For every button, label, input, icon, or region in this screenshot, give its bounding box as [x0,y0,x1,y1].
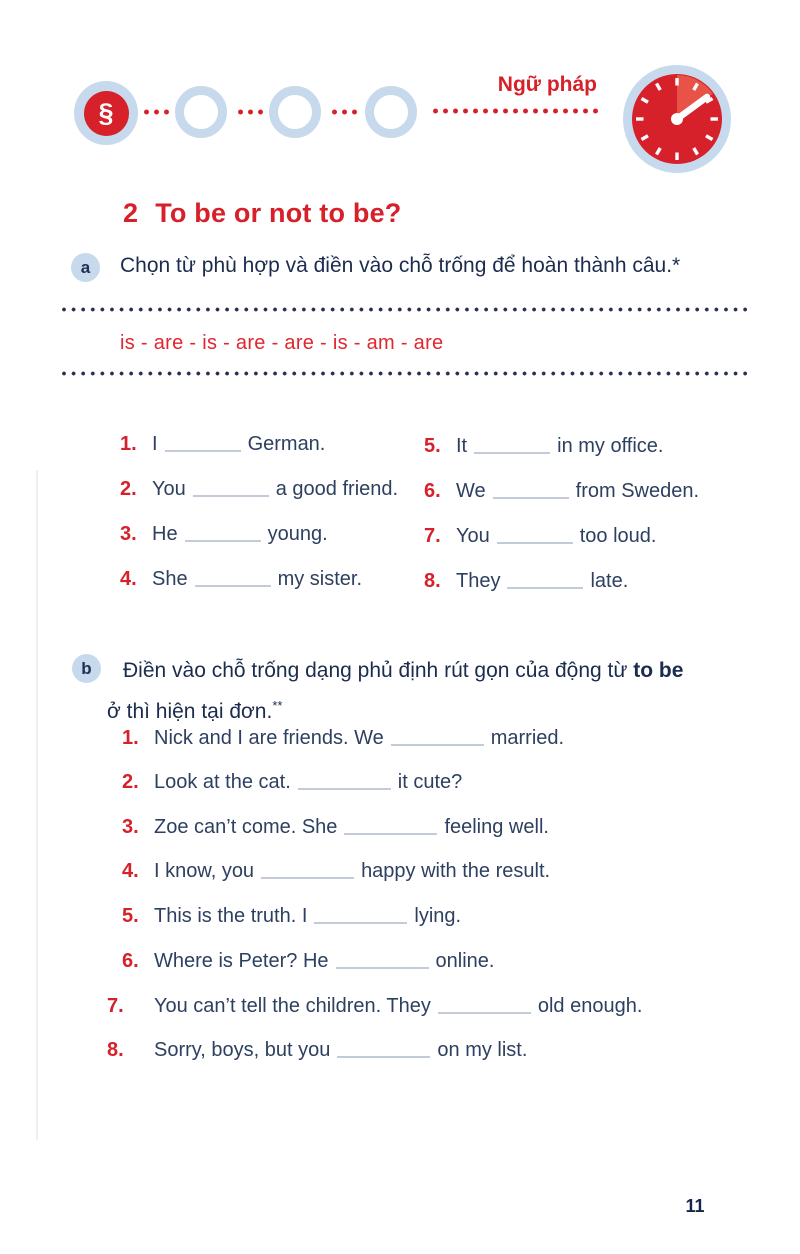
fill-in-blank [314,907,407,924]
fill-in-blank [261,862,354,879]
item-text-after-blank: young. [267,523,328,545]
item-text-after-blank: German. [247,433,326,455]
item-text-after-blank: feeling well. [444,816,549,838]
page-edge-shadow [36,470,38,1140]
item-number: 8. [424,570,441,592]
lesson-title-text: To be or not to be? [155,198,402,228]
instruction-bold-term: to be [633,659,684,682]
fill-in-blank [298,773,391,790]
dotted-divider [62,307,750,312]
exercise-b-item [107,1039,527,1062]
item-number: 5. [122,905,139,927]
fill-in-blank [337,1041,430,1058]
item-text-before-blank: We [456,480,486,502]
item-text-before-blank: I [152,433,158,455]
fill-in-blank [507,572,583,589]
item-text-before-blank: Look at the cat. [154,771,291,793]
exercise-b-item [122,950,494,973]
item-number: 6. [122,950,139,972]
fill-in-blank [165,435,241,452]
section-symbol-icon [84,91,129,136]
section-symbol-badge [74,81,138,145]
exercise-b-item [122,727,564,750]
item-text-before-blank: Where is Peter? He [154,950,329,972]
fill-in-blank [497,527,573,544]
exercise-b-instruction-line2 [107,688,732,729]
item-text-before-blank: Zoe can’t come. She [154,816,338,838]
item-number: 6. [424,480,441,502]
fill-in-blank [193,480,269,497]
item-text-after-blank: on my list. [437,1039,528,1061]
page-title [123,198,401,229]
item-text-after-blank: lying. [414,905,462,927]
item-number: 4. [120,568,137,590]
fill-in-blank [336,952,429,969]
item-text-before-blank: He [152,523,178,545]
exercise-b-item [122,905,461,928]
section-symbol: § [98,97,114,128]
item-number: 2. [120,478,137,500]
exercise-a-item [424,435,663,458]
item-text-after-blank: too loud. [579,525,657,547]
dots-separator-icon [332,109,360,115]
exercise-b-badge-label: b [81,658,92,678]
item-text-before-blank: You can’t tell the children. They [154,995,431,1017]
exercise-b-item [122,816,549,839]
exercise-a-item [120,523,328,546]
exercise-a-badge [71,253,100,282]
item-text-before-blank: She [152,568,188,590]
leader-dots-icon [433,108,601,114]
fill-in-blank [438,997,531,1014]
exercise-a-item [120,433,325,456]
item-text-after-blank: late. [590,570,629,592]
dotted-divider [62,371,750,376]
exercise-a-item [120,478,398,501]
item-text-after-blank: old enough. [537,995,643,1017]
item-text-before-blank: Sorry, boys, but you [154,1039,331,1061]
item-text-before-blank: It [456,435,468,457]
progress-circle-icon [175,86,227,138]
item-number: 1. [122,727,139,749]
item-text-after-blank: a good friend. [275,478,399,500]
item-text-after-blank: it cute? [397,771,463,793]
exercise-a-instruction: Chọn từ phù hợp và điền vào chỗ trống để hoàn thành câu.* [120,254,681,277]
item-number: 8. [107,1039,124,1061]
item-text-before-blank: Nick and I are friends. We [154,727,384,749]
item-text-after-blank: my sister. [277,568,363,590]
timer-clock-icon [622,64,732,174]
exercise-a-item [424,480,699,503]
item-text-after-blank: online. [435,950,495,972]
item-number: 7. [107,995,124,1017]
fill-in-blank [474,437,550,454]
word-bank: is - are - is - are - are - is - am - are [120,332,444,354]
exercise-a-item [424,570,628,593]
category-label: Ngữ pháp [497,73,597,96]
exercise-b-instruction-line1 [107,653,732,688]
exercise-a-item [424,525,656,548]
exercise-a-item [120,568,362,591]
exercise-b-item [122,771,462,794]
item-text-before-blank: You [152,478,186,500]
fill-in-blank [344,818,437,835]
dots-separator-icon [238,109,266,115]
item-number: 2. [122,771,139,793]
item-text-before-blank: I know, you [154,860,255,882]
fill-in-blank [493,482,569,499]
dots-separator-icon [144,109,172,115]
item-text-before-blank: This is the truth. I [154,905,308,927]
item-number: 3. [122,816,139,838]
exercise-b-instruction [107,653,732,729]
exercise-a-badge-label: a [80,257,91,277]
fill-in-blank [391,729,484,746]
item-text-after-blank: in my office. [557,435,664,457]
exercise-b-item [122,860,550,883]
instruction-text: ở thì hiện tại đơn. [107,700,273,723]
exercise-b-badge [72,654,101,683]
item-text-before-blank: They [456,570,501,592]
item-number: 7. [424,525,441,547]
item-number: 3. [120,523,137,545]
exercise-b-item [107,995,642,1018]
fill-in-blank [185,525,261,542]
item-number: 1. [120,433,137,455]
item-text-before-blank: You [456,525,490,547]
item-text-after-blank: married. [490,727,565,749]
item-text-after-blank: happy with the result. [361,860,551,882]
page-number: 11 [685,1196,705,1216]
progress-circle-icon [269,86,321,138]
instruction-text: Điền vào chỗ trống dạng phủ định rút gọn của động từ [123,659,628,682]
item-number: 5. [424,435,441,457]
item-number: 4. [122,860,139,882]
fill-in-blank [195,570,271,587]
lesson-number: 2 [123,198,139,228]
footnote-marker: ** [272,698,283,713]
item-text-after-blank: from Sweden. [575,480,700,502]
